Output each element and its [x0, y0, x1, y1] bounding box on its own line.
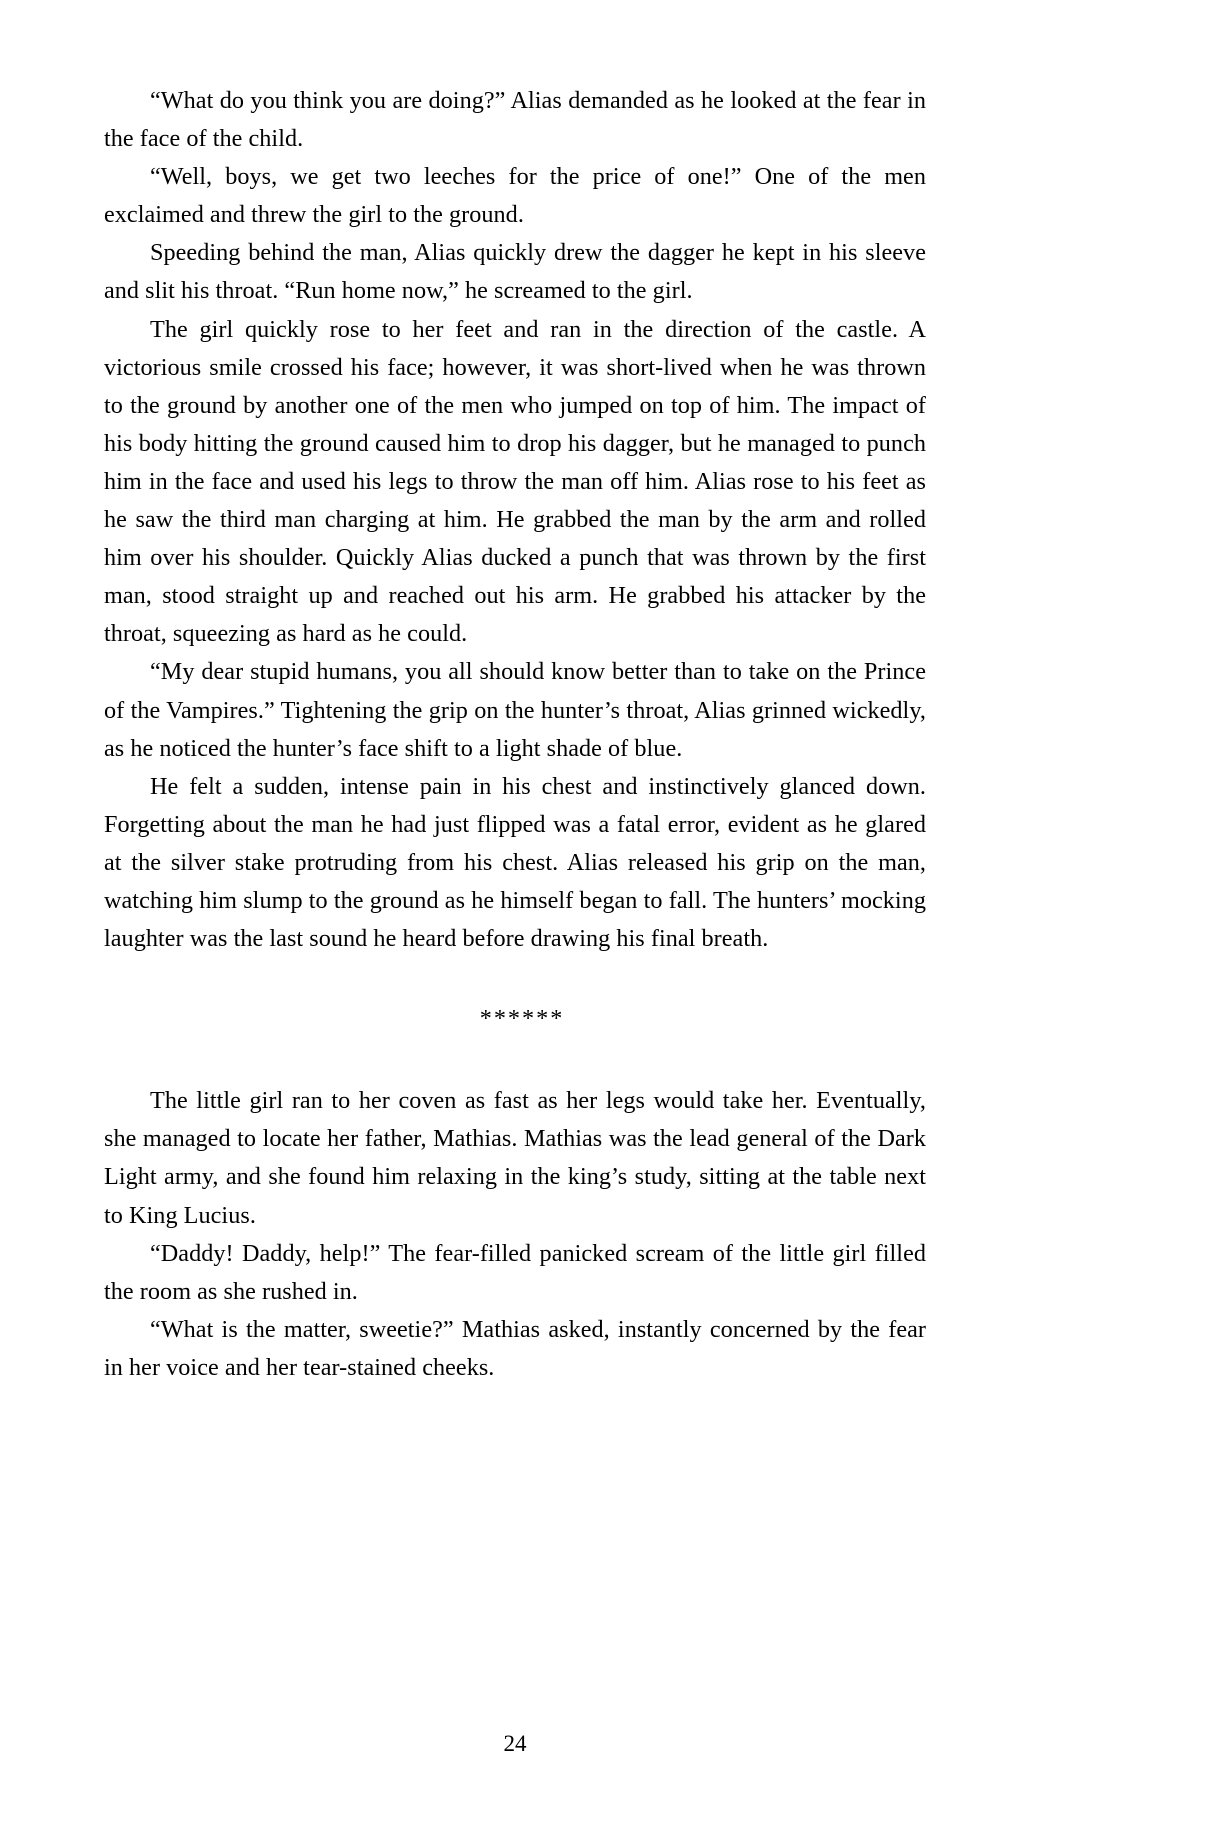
paragraph: “What is the matter, sweetie?” Mathias asked, instantly concerned by the fear in her voice and her tear-stained cheeks.: [104, 1315, 926, 1381]
page-number: 24: [503, 1731, 527, 1756]
paragraph: “What do you think you are doing?” Alias demanded as he looked at the fear in the face of the child.: [104, 87, 926, 153]
scene-break-separator: ******: [479, 1005, 565, 1033]
page-text-block: [104, 82, 926, 1387]
paragraph: Speeding behind the man, Alias quickly drew the dagger he kept in his sleeve and slit his throat. “Run home now,” he screamed to the girl.: [104, 239, 926, 305]
paragraph: “Daddy! Daddy, help!” The fear-filled panicked scream of the little girl filled the room as she rushed in.: [104, 1239, 926, 1305]
paragraph: The girl quickly rose to her feet and ran in the direction of the castle. A victorious smile crossed his face; however, it was short-lived when he was thrown to the ground by another one of the men who jumped on top of him. The impact of his body hitting the ground caused him to drop his dagger, but he managed to punch him in the face and used his legs to throw the man off him. Alias rose to his feet as he saw the third man charging at him. He grabbed the man by the arm and rolled him over his shoulder. Quickly Alias ducked a punch that was thrown by the first man, stood straight up and reached out his arm. He grabbed his attacker by the throat, squeezing as hard as he could.: [104, 315, 926, 648]
paragraph: “Well, boys, we get two leeches for the price of one!” One of the men exclaimed and threw the girl to the ground.: [104, 163, 926, 229]
paragraph: The little girl ran to her coven as fast as her legs would take her. Eventually, she managed to locate her father, Mathias. Mathias was the lead general of the Dark Light army, and she found him relaxing in the king’s study, sitting at the table next to King Lucius.: [104, 1087, 926, 1229]
paragraph: He felt a sudden, intense pain in his chest and instinctively glanced down. Forgetting about the man he had just flipped was a fatal error, evident as he glared at the silver stake protruding from his chest. Alias released his grip on the man, watching him slump to the ground as he himself began to fall. The hunters’ mocking laughter was the last sound he heard before drawing his final breath.: [104, 772, 926, 953]
paragraph: “My dear stupid humans, you all should know better than to take on the Prince of the Vampires.” Tightening the grip on the hunter’s throat, Alias grinned wickedly, as he noticed the hunter’s face shift to a light shade of blue.: [104, 658, 926, 762]
